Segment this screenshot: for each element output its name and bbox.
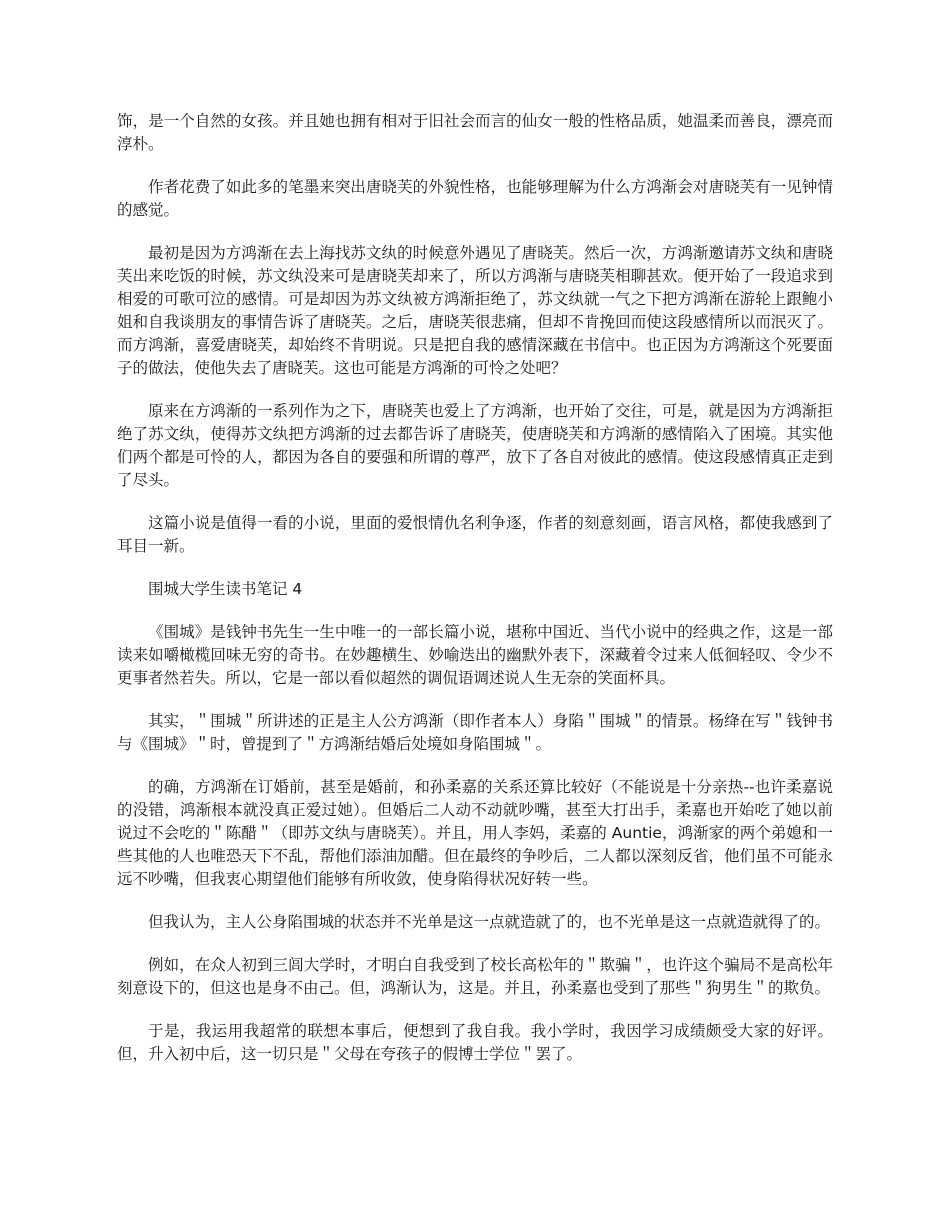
paragraph: 最初是因为方鸿渐在去上海找苏文纨的时候意外遇见了唐晓芙。然后一次，方鸿渐邀请苏文纨和唐晓芙出来吃饭的时候，苏文纨没来可是唐晓芙却来了，所以方鸿渐与唐晓芙相聊甚欢。便开始了一段追求到相爱的可歌可泣的感情。可是却因为苏文纨被方鸿渐拒绝了，苏文纨就一气之下把方鸿渐在游轮上跟鲍小姐和自我谈朋友的事情告诉了唐晓芙。之后，唐晓芙很悲痛，但却不肯挽回而使这段感情所以而泯灭了。而方鸿渐，喜爱唐晓芙，却始终不肯明说。只是把自我的感情深藏在书信中。也正因为方鸿渐这个死要面子的做法，使他失去了唐晓芙。这也可能是方鸿渐的可怜之处吧？ bbox=[117, 244, 833, 377]
paragraph: 饰，是一个自然的女孩。并且她也拥有相对于旧社会而言的仙女一般的性格品质，她温柔而善良，漂亮而淳朴。 bbox=[117, 112, 833, 153]
paragraph: 作者花费了如此多的笔墨来突出唐晓芙的外貌性格，也能够理解为什么方鸿渐会对唐晓芙有一见钟情的感觉。 bbox=[117, 178, 833, 219]
paragraph: 于是，我运用我超常的联想本事后，便想到了我自我。我小学时，我因学习成绩颇受大家的好评。但，升入初中后，这一切只是＂父母在夸孩子的假博士学位＂罢了。 bbox=[117, 1022, 833, 1063]
paragraph: 的确，方鸿渐在订婚前，甚至是婚前，和孙柔嘉的关系还算比较好（不能说是十分亲热--也许柔嘉说的没错，鸿渐根本就没真正爱过她）。但婚后二人动不动就吵嘴，甚至大打出手，柔嘉也开始吃了她以前说过不会吃的＂陈醋＂（即苏文纨与唐晓芙）。并且，用人李妈，柔嘉的 Auntie，鸿渐家的两个弟媳和一些其他的人也唯恐天下不乱，帮他们添油加醋。但在最终的争吵后，二人都以深刻反省，他们虽不可能永远不吵嘴，但我衷心期望他们能够有所收敛，使身陷得状况好转一些。 bbox=[117, 778, 833, 888]
paragraph: 但我认为，主人公身陷围城的状态并不光单是这一点就造就了的，也不光单是这一点就造就得了的。 bbox=[148, 913, 831, 931]
section-heading: 围城大学生读书笔记 4 bbox=[148, 580, 303, 598]
paragraph: 这篇小说是值得一看的小说，里面的爱恨情仇名利争逐，作者的刻意刻画，语言风格，都使我感到了耳目一新。 bbox=[117, 514, 833, 555]
paragraph: 原来在方鸿渐的一系列作为之下，唐晓芙也爱上了方鸿渐，也开始了交往，可是，就是因为方鸿渐拒绝了苏文纨，使得苏文纨把方鸿渐的过去都告诉了唐晓芙，使唐晓芙和方鸿渐的感情陷入了困境。其实他们两个都是可怜的人，都因为各自的要强和所谓的尊严，放下了各自对彼此的感情。使这段感情真正走到了尽头。 bbox=[117, 402, 833, 489]
paragraph: 其实，＂围城＂所讲述的正是主人公方鸿渐（即作者本人）身陷＂围城＂的情景。杨绛在写＂钱钟书与《围城》＂时，曾提到了＂方鸿渐结婚后处境如身陷围城＂。 bbox=[117, 712, 833, 753]
paragraph: 例如，在众人初到三闾大学时，才明白自我受到了校长高松年的＂欺骗＂，也许这个骗局不是高松年刻意设下的，但这也是身不由己。但，鸿渐认为，这是。并且，孙柔嘉也受到了那些＂狗男生＂的欺负。 bbox=[117, 956, 833, 997]
document-page bbox=[117, 110, 833, 1086]
paragraph: 《围城》是钱钟书先生一生中唯一的一部长篇小说，堪称中国近、当代小说中的经典之作，这是一部读来如嚼橄榄回味无穷的奇书。在妙趣横生、妙喻迭出的幽默外表下，深藏着令过来人低徊轻叹、令少不更事者然若失。所以，它是一部以看似超然的调侃语调述说人生无奈的笑面杯具。 bbox=[117, 623, 833, 687]
